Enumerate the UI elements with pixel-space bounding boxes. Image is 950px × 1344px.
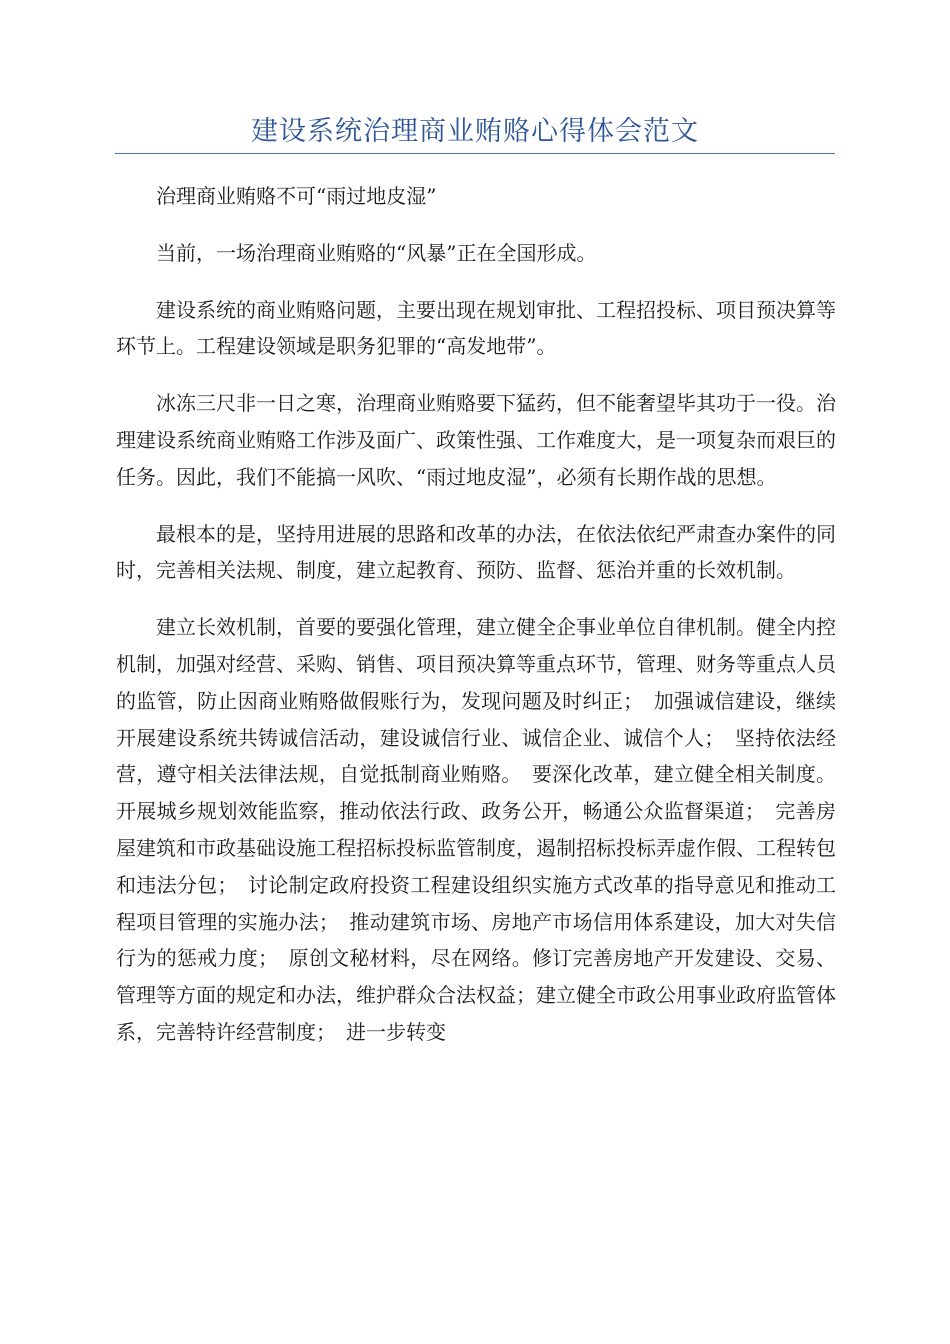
title-underline xyxy=(115,153,835,154)
document-body xyxy=(116,178,836,1071)
document-title: 建设系统治理商业贿赂心得体会范文 xyxy=(251,116,699,147)
paragraph-intro: 当前，一场治理商业贿赂的“风暴”正在全国形成。 xyxy=(156,240,597,265)
paragraph-long-term: 冰冻三尺非一日之寒，治理商业贿赂要下猛药，但不能奢望毕其功于一役。治理建设系统商业贿赂工作涉及面广、政策性强、工作难度大，是一项复杂而艰巨的任务。因此，我们不能搞一风吹、“雨过地皮湿”，必须有长期作战的思想。 xyxy=(116,391,836,489)
paragraph-mechanism: 建立长效机制，首要的要强化管理，建立健全企事业单位自律机制。健全内控机制，加强对经营、采购、销售、项目预决算等重点环节，管理、财务等重点人员的监管，防止因商业贿赂做假账行为，发现问题及时纠正； 加强诚信建设，继续开展建设系统共铸诚信活动，建设诚信行业、诚信企业、诚信个人； 坚持依法经营，遵守相关法律法规，自觉抵制商业贿赂。 要深化改革，建立健全相关制度。开展城乡规划效能监察，推动依法行政、政务公开，畅通公众监督渠道； 完善房屋建筑和市政基础设施工程招标投标监管制度，遏制招标投标弄虚作假、工程转包和违法分包； 讨论制定政府投资工程建设组织实施方式改革的指导意见和推动工程项目管理的实施办法； 推动建筑市场、房地产市场信用体系建设，加大对失信行为的惩戒力度； 原创文秘材料，尽在网络。修订完善房地产开发建设、交易、管理等方面的规定和办法，维护群众合法权益；建立健全市政公用事业政府监管体系，完善特许经营制度； 进一步转变 xyxy=(116,615,836,1044)
paragraph-fundamental: 最根本的是，坚持用进展的思路和改革的办法，在依法依纪严肃查办案件的同时，完善相关法规、制度，建立起教育、预防、监督、惩治并重的长效机制。 xyxy=(116,521,836,583)
paragraph-subtitle: 治理商业贿赂不可“雨过地皮湿” xyxy=(156,184,437,208)
paragraph-problem: 建设系统的商业贿赂问题，主要出现在规划审批、工程招投标、项目预决算等环节上。工程建设领域是职务犯罪的“高发地带”。 xyxy=(116,297,836,359)
